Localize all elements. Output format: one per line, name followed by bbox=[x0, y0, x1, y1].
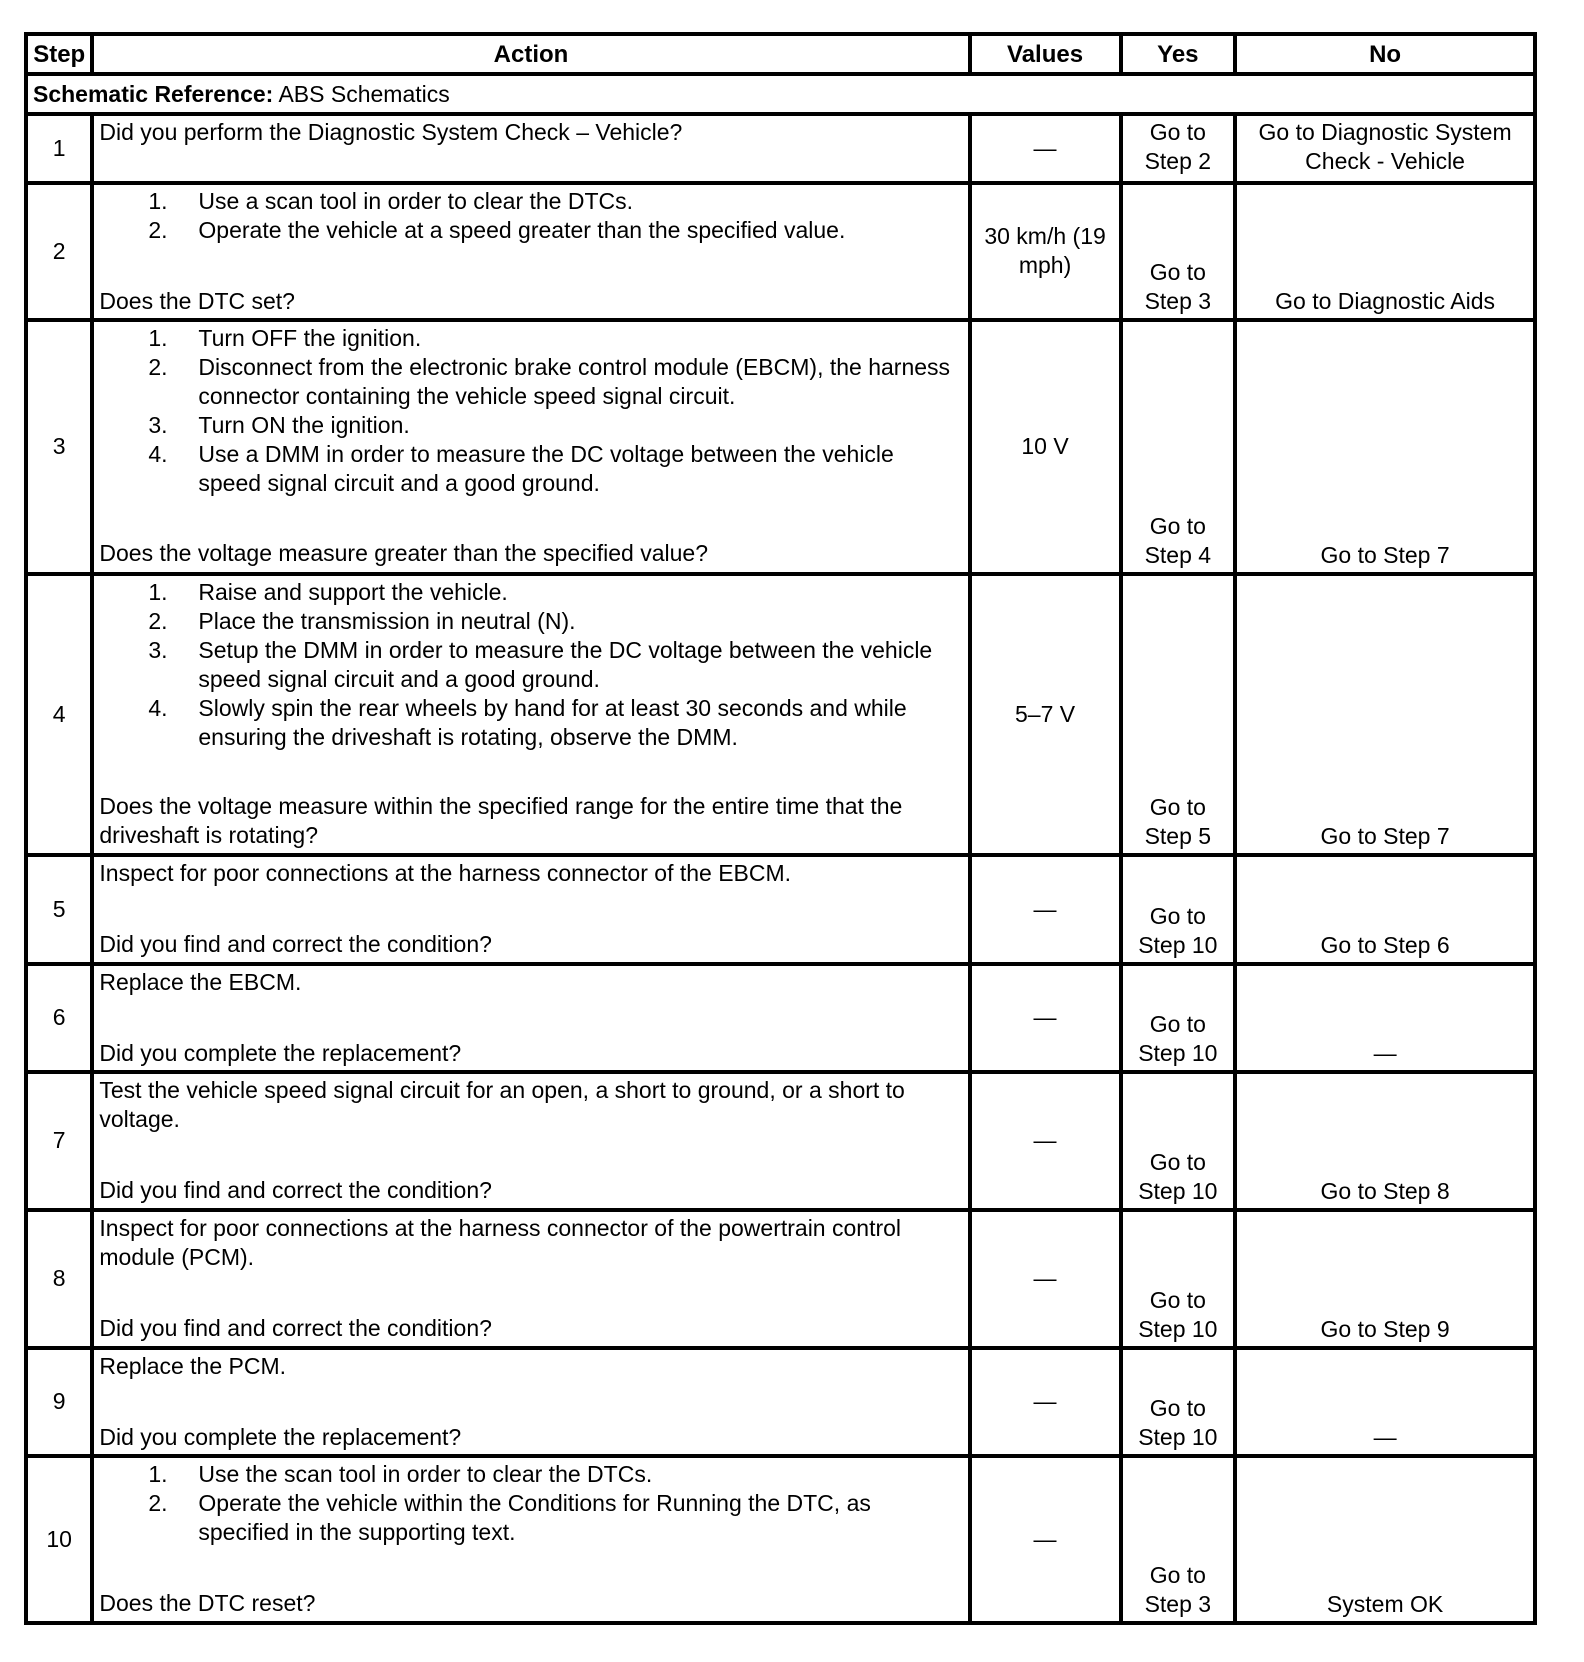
action-instruction: Did you perform the Diagnostic System Check – Vehicle? bbox=[99, 119, 683, 146]
step-action bbox=[92, 183, 969, 321]
step-no-result: Go to Step 9 bbox=[1235, 1210, 1535, 1348]
step-no-result: — bbox=[1235, 1348, 1535, 1457]
action-question: Did you complete the replacement? bbox=[99, 1423, 462, 1450]
action-step-text: Turn ON the ignition. bbox=[198, 412, 410, 439]
action-step-item bbox=[99, 694, 961, 752]
action-instruction: Inspect for poor connections at the harness connector of the powertrain control module (PCM). bbox=[99, 1214, 902, 1270]
action-step-number: 1. bbox=[148, 578, 168, 605]
action-step-number: 1. bbox=[148, 187, 168, 214]
step-value: — bbox=[970, 1072, 1121, 1210]
header-yes: Yes bbox=[1121, 34, 1236, 74]
step-row bbox=[26, 114, 1535, 182]
action-step-item bbox=[99, 1489, 961, 1547]
step-row bbox=[26, 1072, 1535, 1210]
step-number: 7 bbox=[26, 1072, 92, 1210]
step-value: — bbox=[970, 1348, 1121, 1457]
step-action bbox=[92, 1072, 969, 1210]
action-question: Did you complete the replacement? bbox=[99, 1039, 462, 1066]
step-row bbox=[26, 1456, 1535, 1623]
action-step-text: Disconnect from the electronic brake control module (EBCM), the harness connector containing the vehicle speed signal circuit. bbox=[198, 354, 951, 410]
action-question: Does the DTC reset? bbox=[99, 1590, 316, 1617]
step-value: 30 km/h (19 mph) bbox=[970, 183, 1121, 321]
action-step-text: Use a scan tool in order to clear the DTCs. bbox=[198, 187, 634, 214]
action-steps-list bbox=[99, 1460, 961, 1547]
step-number: 9 bbox=[26, 1348, 92, 1457]
step-action bbox=[92, 114, 969, 182]
action-step-item bbox=[99, 440, 961, 498]
step-number: 8 bbox=[26, 1210, 92, 1348]
action-step-item bbox=[99, 216, 961, 245]
step-yes-result: Go to Step 3 bbox=[1121, 183, 1236, 321]
step-row bbox=[26, 855, 1535, 964]
step-yes-result: Go to Step 10 bbox=[1121, 1348, 1236, 1457]
action-step-number: 2. bbox=[148, 1490, 168, 1517]
step-action bbox=[92, 1456, 969, 1623]
action-step-item bbox=[99, 353, 961, 411]
action-step-text: Slowly spin the rear wheels by hand for at least 30 seconds and while ensuring the driveshaft is rotating, observe the DMM. bbox=[198, 694, 907, 750]
step-value: — bbox=[970, 1210, 1121, 1348]
action-question: Did you find and correct the condition? bbox=[99, 1314, 492, 1341]
header-step: Step bbox=[26, 34, 92, 74]
action-step-item bbox=[99, 324, 961, 353]
step-no-result: Go to Diagnostic System Check - Vehicle bbox=[1235, 114, 1535, 182]
step-yes-result: Go to Step 10 bbox=[1121, 855, 1236, 964]
step-value: — bbox=[970, 1456, 1121, 1623]
action-step-item bbox=[99, 607, 961, 636]
action-instruction: Replace the EBCM. bbox=[99, 968, 302, 995]
step-action bbox=[92, 855, 969, 964]
action-step-number: 1. bbox=[148, 1461, 168, 1488]
action-step-text: Raise and support the vehicle. bbox=[198, 578, 508, 605]
step-row bbox=[26, 1348, 1535, 1457]
action-step-item bbox=[99, 578, 961, 607]
action-question: Did you find and correct the condition? bbox=[99, 931, 492, 957]
step-action bbox=[92, 574, 969, 855]
action-step-number: 3. bbox=[148, 636, 168, 663]
step-action bbox=[92, 1348, 969, 1457]
step-no-result: Go to Diagnostic Aids bbox=[1235, 183, 1535, 321]
schematic-reference-label: Schematic Reference: bbox=[33, 80, 274, 107]
header-no: No bbox=[1235, 34, 1535, 74]
step-yes-result: Go to Step 10 bbox=[1121, 964, 1236, 1073]
action-question: Does the voltage measure within the specified range for the entire time that the driveshaft is rotating? bbox=[99, 792, 903, 848]
schematic-reference bbox=[26, 74, 1535, 114]
step-yes-result: Go to Step 10 bbox=[1121, 1210, 1236, 1348]
step-row bbox=[26, 1210, 1535, 1348]
action-step-item bbox=[99, 411, 961, 440]
step-value: 10 V bbox=[970, 320, 1121, 573]
step-no-result: — bbox=[1235, 964, 1535, 1073]
header-values: Values bbox=[970, 34, 1121, 74]
action-step-text: Setup the DMM in order to measure the DC voltage between the vehicle speed signal circuit and a good ground. bbox=[198, 636, 933, 692]
step-no-result: Go to Step 8 bbox=[1235, 1072, 1535, 1210]
step-action bbox=[92, 964, 969, 1073]
action-instruction: Replace the PCM. bbox=[99, 1352, 287, 1379]
step-number: 1 bbox=[26, 114, 92, 182]
step-number: 6 bbox=[26, 964, 92, 1073]
action-step-number: 2. bbox=[148, 216, 168, 243]
header-row bbox=[26, 34, 1535, 74]
step-value: 5–7 V bbox=[970, 574, 1121, 855]
action-instruction: Test the vehicle speed signal circuit for an open, a short to ground, or a short to voltage. bbox=[99, 1077, 905, 1133]
step-row bbox=[26, 320, 1535, 573]
action-steps-list bbox=[99, 187, 961, 245]
step-yes-result: Go to Step 4 bbox=[1121, 320, 1236, 573]
schematic-reference-row bbox=[26, 74, 1535, 114]
step-value: — bbox=[970, 114, 1121, 182]
step-value: — bbox=[970, 964, 1121, 1073]
action-question: Does the voltage measure greater than the specified value? bbox=[99, 540, 708, 567]
step-number: 2 bbox=[26, 183, 92, 321]
step-no-result: System OK bbox=[1235, 1456, 1535, 1623]
action-step-text: Turn OFF the ignition. bbox=[198, 325, 422, 352]
action-step-number: 3. bbox=[148, 412, 168, 439]
step-action bbox=[92, 320, 969, 573]
action-step-text: Place the transmission in neutral (N). bbox=[198, 607, 576, 634]
action-step-number: 2. bbox=[148, 354, 168, 381]
step-row bbox=[26, 964, 1535, 1073]
action-question: Did you find and correct the condition? bbox=[99, 1177, 492, 1204]
step-number: 4 bbox=[26, 574, 92, 855]
action-step-text: Use a DMM in order to measure the DC voltage between the vehicle speed signal circuit and a good ground. bbox=[198, 441, 894, 497]
step-yes-result: Go to Step 10 bbox=[1121, 1072, 1236, 1210]
action-step-number: 4. bbox=[148, 441, 168, 468]
step-row bbox=[26, 574, 1535, 855]
step-value: — bbox=[970, 855, 1121, 964]
action-step-number: 2. bbox=[148, 607, 168, 634]
action-step-number: 1. bbox=[148, 325, 168, 352]
diagnostic-table bbox=[24, 32, 1537, 1625]
step-no-result: Go to Step 7 bbox=[1235, 574, 1535, 855]
action-step-item bbox=[99, 1460, 961, 1489]
step-yes-result: Go to Step 5 bbox=[1121, 574, 1236, 855]
action-question: Does the DTC set? bbox=[99, 287, 295, 314]
step-yes-result: Go to Step 3 bbox=[1121, 1456, 1236, 1623]
step-no-result: Go to Step 6 bbox=[1235, 855, 1535, 964]
step-number: 5 bbox=[26, 855, 92, 964]
action-step-text: Operate the vehicle within the Conditions for Running the DTC, as specified in the supporting text. bbox=[198, 1490, 871, 1546]
header-action: Action bbox=[92, 34, 969, 74]
step-row bbox=[26, 183, 1535, 321]
step-action bbox=[92, 1210, 969, 1348]
action-step-text: Use the scan tool in order to clear the DTCs. bbox=[198, 1461, 653, 1488]
step-number: 3 bbox=[26, 320, 92, 573]
action-steps-list bbox=[99, 324, 961, 498]
step-number: 10 bbox=[26, 1456, 92, 1623]
action-step-number: 4. bbox=[148, 694, 168, 721]
step-no-result: Go to Step 7 bbox=[1235, 320, 1535, 573]
action-step-text: Operate the vehicle at a speed greater than the specified value. bbox=[198, 216, 846, 243]
step-yes-result: Go to Step 2 bbox=[1121, 114, 1236, 182]
action-instruction: Inspect for poor connections at the harness connector of the EBCM. bbox=[99, 860, 792, 886]
action-step-item bbox=[99, 636, 961, 694]
action-steps-list bbox=[99, 578, 961, 752]
action-step-item bbox=[99, 187, 961, 216]
schematic-reference-value: ABS Schematics bbox=[278, 80, 450, 107]
